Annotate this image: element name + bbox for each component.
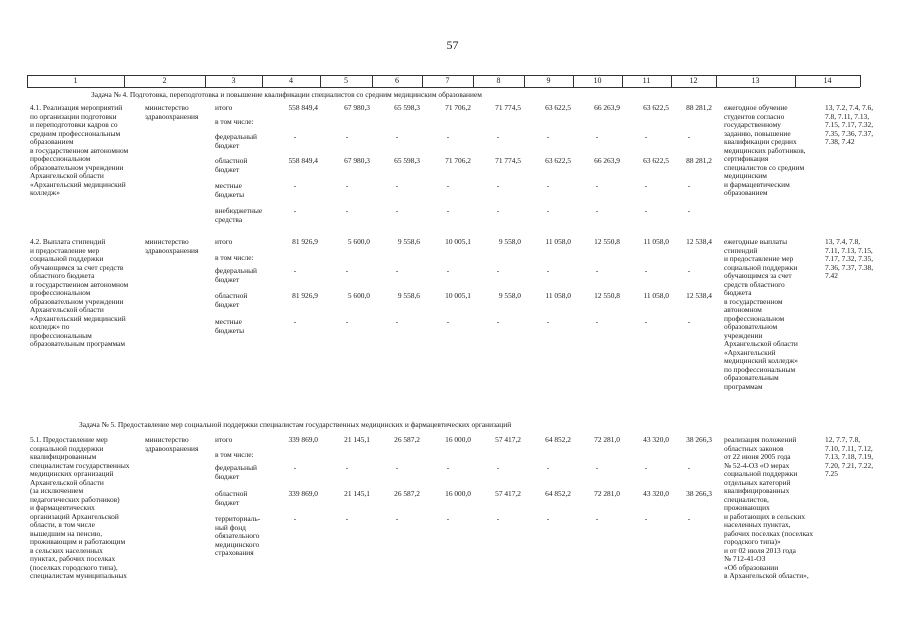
indicator-links: 13, 7.2, 7.4, 7.6, 7.8, 7.11, 7.13, 7.15, 7.17, 7.32, 7.35, 7.36, 7.37, 7.38, 7.42 <box>825 103 874 146</box>
funding-value: 26 587,2 <box>394 435 420 444</box>
funding-value: 26 587,2 <box>394 489 420 498</box>
funding-value: 63 622,5 <box>643 156 669 165</box>
funding-value: - <box>644 206 648 215</box>
funding-value: - <box>395 317 399 326</box>
funding-value: - <box>395 206 399 215</box>
column-number: 9 <box>546 76 551 85</box>
funding-value: - <box>546 266 550 275</box>
column-number: 5 <box>344 76 348 85</box>
column-number: 3 <box>231 76 236 85</box>
funding-value: - <box>595 181 599 190</box>
funding-source: федеральный бюджет <box>215 463 257 481</box>
column-divider <box>473 75 474 87</box>
column-divider <box>27 75 28 87</box>
funding-value: 9 558,6 <box>397 237 420 246</box>
funding-value: 66 263,9 <box>594 103 620 112</box>
rule-line <box>27 75 860 76</box>
funding-source: территориаль- ный фонд обязательного медицинского страхования <box>215 514 261 557</box>
funding-value: 12 550,8 <box>594 237 620 246</box>
funding-value: - <box>595 514 599 523</box>
funding-source: в том числе: <box>215 253 254 262</box>
funding-value: - <box>293 132 297 141</box>
funding-value: 558 849,4 <box>288 156 318 165</box>
funding-value: 11 058,0 <box>643 291 669 300</box>
funding-value: - <box>395 132 399 141</box>
funding-value: 64 852,2 <box>545 489 571 498</box>
column-number: 8 <box>496 76 501 85</box>
executor-text: министерство здравоохранения <box>145 237 199 255</box>
funding-value: - <box>446 181 450 190</box>
funding-value: - <box>446 266 450 275</box>
funding-value: - <box>496 132 500 141</box>
funding-value: - <box>644 514 648 523</box>
funding-value: 63 622,5 <box>643 103 669 112</box>
column-divider <box>671 75 672 87</box>
funding-value: 67 980,3 <box>344 156 370 165</box>
funding-source: в том числе: <box>215 450 254 459</box>
funding-value: - <box>345 206 349 215</box>
funding-value: - <box>293 206 297 215</box>
column-number: 14 <box>823 76 832 85</box>
funding-value: - <box>293 514 297 523</box>
column-divider <box>262 75 263 87</box>
funding-source: областной бюджет <box>215 489 248 507</box>
column-number: 11 <box>642 76 651 85</box>
funding-value: - <box>546 463 550 472</box>
task5-title: Задача № 5. Предоставление мер социальной поддержки специалистам государственных медицинских и фармацевтических организаций <box>79 420 512 429</box>
funding-value: - <box>687 317 691 326</box>
funding-value: 12 538,4 <box>686 237 712 246</box>
funding-source: итого <box>215 435 233 444</box>
funding-value: 12 538,4 <box>686 291 712 300</box>
result-text: реализация положений областных законов от 22 июня 2005 года № 52-4-ОЗ «О мерах социальной поддержки отдельных категорий квалифицированных специалистов, проживающих и работающих в сельских населенных пунктах, рабочих поселках (поселках городского типа)» и от 02 июля 2013 года № 712-41-ОЗ «Об образовании в Архангельской области», <box>724 435 814 580</box>
funding-value: - <box>644 317 648 326</box>
funding-value: 339 869,0 <box>288 435 318 444</box>
funding-source: внебюджетные средства <box>215 206 263 224</box>
funding-source: итого <box>215 103 233 112</box>
funding-value: - <box>345 514 349 523</box>
funding-value: - <box>496 514 500 523</box>
funding-value: - <box>345 463 349 472</box>
funding-value: 16 000,0 <box>445 489 471 498</box>
executor-text: министерство здравоохранения <box>145 103 199 121</box>
column-divider <box>573 75 574 87</box>
funding-value: - <box>446 317 450 326</box>
column-number: 6 <box>395 76 399 85</box>
rule-line <box>27 87 860 88</box>
funding-value: - <box>644 266 648 275</box>
funding-value: - <box>496 317 500 326</box>
funding-source: областной бюджет <box>215 156 248 174</box>
funding-value: - <box>496 463 500 472</box>
funding-value: - <box>546 206 550 215</box>
column-number: 7 <box>445 76 450 85</box>
funding-value: 9 558,0 <box>498 291 521 300</box>
indicator-links: 12, 7.7, 7.8, 7.10, 7.11, 7.12, 7.13, 7.18, 7.19, 7.20, 7.21, 7.22, 7.25 <box>825 435 874 478</box>
task4-title: Задача № 4. Подготовка, переподготовка и повышение квалификации специалистов со средним медицинским образованием <box>91 90 482 99</box>
funding-value: 10 005,1 <box>445 237 471 246</box>
funding-value: 21 145,1 <box>344 489 370 498</box>
column-divider <box>124 75 125 87</box>
funding-source: итого <box>215 237 233 246</box>
page-number: 57 <box>446 38 459 52</box>
funding-value: - <box>687 181 691 190</box>
funding-value: - <box>446 206 450 215</box>
column-number: 2 <box>162 76 167 85</box>
funding-value: 65 598,3 <box>394 156 420 165</box>
funding-value: 339 869,0 <box>288 489 318 498</box>
funding-value: 71 706,2 <box>445 156 471 165</box>
funding-value: 9 558,0 <box>498 237 521 246</box>
funding-value: 21 145,1 <box>344 435 370 444</box>
funding-source: местные бюджеты <box>215 181 245 199</box>
funding-value: - <box>687 514 691 523</box>
funding-value: - <box>546 514 550 523</box>
funding-value: - <box>595 266 599 275</box>
column-divider <box>622 75 623 87</box>
measure-text: 4.2. Выплата стипендий и предоставление мер социальной поддержки обучающимся за счет средств областного бюджета в государственном автономном профессиональном образовательном учреждении Архангельской области «Архангельский медицинский колледж» по профессиональным образовательным программам <box>30 237 129 348</box>
funding-value: - <box>687 206 691 215</box>
funding-value: 5 600,0 <box>347 237 370 246</box>
funding-source: в том числе: <box>215 117 254 126</box>
funding-value: - <box>395 266 399 275</box>
funding-value: - <box>644 132 648 141</box>
funding-value: 57 417,2 <box>495 435 521 444</box>
column-divider <box>795 75 796 87</box>
funding-value: 71 774,5 <box>495 156 521 165</box>
column-number: 13 <box>751 76 760 85</box>
funding-value: 72 281,0 <box>594 435 620 444</box>
funding-value: - <box>595 206 599 215</box>
funding-value: - <box>595 132 599 141</box>
funding-value: 81 926,9 <box>292 291 318 300</box>
funding-value: - <box>345 132 349 141</box>
funding-value: 67 980,3 <box>344 103 370 112</box>
funding-value: 72 281,0 <box>594 489 620 498</box>
funding-value: 558 849,4 <box>288 103 318 112</box>
funding-value: 16 000,0 <box>445 435 471 444</box>
column-divider <box>372 75 373 87</box>
result-text: ежегодные выплаты стипендий и предоставление мер социальной поддержки обучающимся за счет средств областного бюджета в государственном автономном профессиональном образовательном учреждении Архангельской области «Архангельский медицинский колледж» по профессиональным образовательным программам <box>724 237 799 391</box>
column-number: 12 <box>689 76 698 85</box>
funding-value: - <box>293 181 297 190</box>
funding-value: - <box>687 266 691 275</box>
funding-value: 71 706,2 <box>445 103 471 112</box>
funding-value: 57 417,2 <box>495 489 521 498</box>
measure-text: 4.1. Реализация мероприятий по организации подготовки и переподготовки кадров со средним профессиональным образованием в государственном автономном профессиональном образовательном учреждении Архангельской области «Архангельский медицинский колледж» <box>30 103 129 197</box>
funding-value: - <box>345 181 349 190</box>
funding-value: 66 263,9 <box>594 156 620 165</box>
funding-value: 10 005,1 <box>445 291 471 300</box>
funding-value: 11 058,0 <box>545 291 571 300</box>
funding-value: 65 598,3 <box>394 103 420 112</box>
funding-value: - <box>496 266 500 275</box>
funding-value: 38 266,3 <box>686 489 712 498</box>
funding-value: - <box>293 317 297 326</box>
funding-value: - <box>687 463 691 472</box>
funding-value: - <box>546 317 550 326</box>
funding-value: 63 622,5 <box>545 103 571 112</box>
column-divider <box>524 75 525 87</box>
funding-value: - <box>395 463 399 472</box>
funding-value: 12 550,8 <box>594 291 620 300</box>
funding-value: - <box>293 463 297 472</box>
funding-value: - <box>644 181 648 190</box>
funding-value: 81 926,9 <box>292 237 318 246</box>
funding-value: 64 852,2 <box>545 435 571 444</box>
funding-value: 88 281,2 <box>686 103 712 112</box>
column-divider <box>422 75 423 87</box>
funding-value: - <box>546 132 550 141</box>
column-divider <box>860 75 861 87</box>
indicator-links: 13, 7.4, 7.8, 7.11, 7.13, 7.15, 7.17, 7.32, 7.35, 7.36, 7.37, 7.38, 7.42 <box>825 237 874 280</box>
measure-text: 5.1. Предоставление мер социальной поддержки квалифицированным специалистам государственных медицинских организаций Архангельской области (за исключением педагогических работников) и фармацевтических организаций Архангельской области, в том числе вышедшим на пенсию, проживающим и работающим в сельских населенных пунктах, рабочих поселках (поселках городского типа), специалистам муниципальных <box>30 435 130 580</box>
funding-value: 71 774,5 <box>495 103 521 112</box>
column-divider <box>320 75 321 87</box>
funding-value: - <box>395 514 399 523</box>
funding-source: местные бюджеты <box>215 317 245 335</box>
funding-value: - <box>496 181 500 190</box>
funding-value: - <box>595 317 599 326</box>
column-divider <box>205 75 206 87</box>
column-number: 1 <box>73 76 78 85</box>
funding-value: - <box>496 206 500 215</box>
funding-value: 88 281,2 <box>686 156 712 165</box>
column-number: 4 <box>289 76 293 85</box>
funding-value: 63 622,5 <box>545 156 571 165</box>
funding-value: 11 058,0 <box>545 237 571 246</box>
funding-value: - <box>595 463 599 472</box>
result-text: ежегодное обучение студентов согласно государственному заданию, повышение квалификации средних медицинских работников, сертификация специалистов со средним медицинским и фармацевтическим образованием <box>724 103 806 197</box>
funding-value: 43 320,0 <box>643 489 669 498</box>
funding-value: - <box>687 132 691 141</box>
funding-value: - <box>644 463 648 472</box>
funding-source: федеральный бюджет <box>215 266 257 284</box>
column-number: 10 <box>593 76 602 85</box>
funding-value: 5 600,0 <box>347 291 370 300</box>
funding-value: - <box>546 181 550 190</box>
funding-value: 9 558,6 <box>397 291 420 300</box>
funding-value: 43 320,0 <box>643 435 669 444</box>
funding-source: областной бюджет <box>215 291 248 309</box>
funding-value: - <box>345 317 349 326</box>
column-divider <box>716 75 717 87</box>
funding-value: 11 058,0 <box>643 237 669 246</box>
executor-text: министерство здравоохранения <box>145 435 199 453</box>
funding-value: - <box>293 266 297 275</box>
funding-value: 38 266,3 <box>686 435 712 444</box>
funding-value: - <box>345 266 349 275</box>
funding-value: - <box>446 514 450 523</box>
funding-source: федеральный бюджет <box>215 132 257 150</box>
funding-value: - <box>446 132 450 141</box>
funding-value: - <box>446 463 450 472</box>
funding-value: - <box>395 181 399 190</box>
